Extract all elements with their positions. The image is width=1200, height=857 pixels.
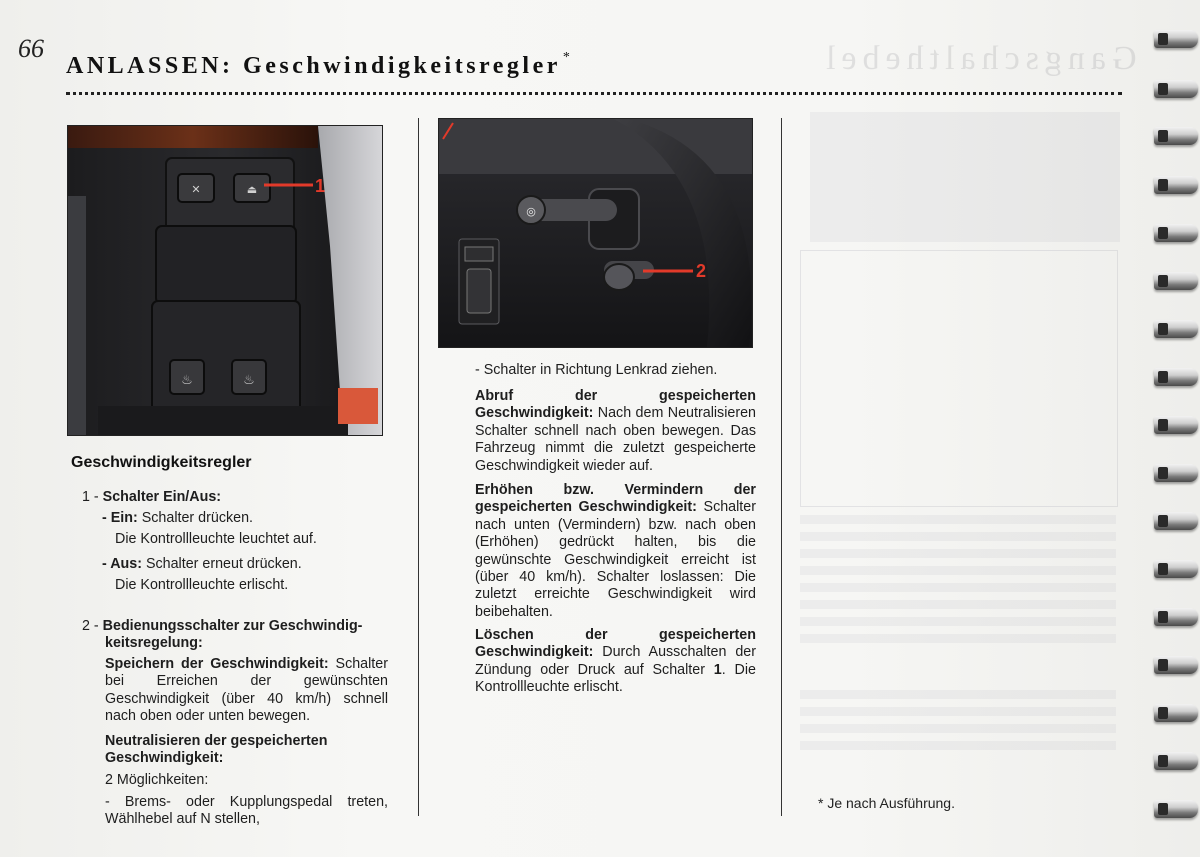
item-2-store-speed: Speichern der Geschwindigkeit: Schalter bei Erreichen der gewünschten Geschwindigkeit (über 40 km/h) schnell nach oben oder unten bewegen.: [105, 656, 388, 725]
recall-speed: Abruf der gespeicherten Geschwindigkeit: Nach dem Neutralisieren Schalter schnell nach oben bewegen. Das Fahrzeug nimmt die zuletzt gespeicherte Geschwindigkeit wieder auf.: [475, 388, 756, 474]
svg-text:⏏: ⏏: [246, 183, 258, 196]
svg-text:♨: ♨: [243, 373, 255, 388]
reverse-side-box: [810, 112, 1120, 242]
spiral-binding: [1150, 0, 1200, 857]
page-number: 66: [18, 34, 44, 63]
reverse-side-table: [800, 250, 1118, 507]
adjust-speed: Erhöhen bzw. Vermindern der gespeicherten Geschwindigkeit: Schalter nach unten (Vermindern) bzw. nach oben (Erhöhen) gedrückt halten, bis die gewünschte Geschwindigkeit erreicht ist (über 40 km/h). Schalter loslassen: Die zuletzt erreichte Geschwindigkeit wird beibehalten.: [475, 482, 756, 620]
reverse-side-text: [800, 515, 1116, 645]
svg-text:◎: ◎: [526, 205, 536, 218]
clear-speed: Löschen der gespeicherten Geschwindigkeit: Durch Ausschalten der Zündung oder Druck auf Schalter 1. Die Kontrollleuchte erlischt.: [475, 627, 756, 696]
item-1-on: - Ein: Schalter drücken.: [102, 510, 253, 526]
item-2-option-1: - Brems- oder Kupplungspedal treten, Wählhebel auf N stellen,: [105, 794, 388, 828]
item-2-title-cont: keitsregelung:: [105, 635, 203, 651]
title-divider: [66, 92, 1122, 95]
item-1-on-note: Die Kontrollleuchte leuchtet auf.: [115, 531, 317, 547]
page-title: ANLASSEN: Geschwindigkeitsregler *: [66, 50, 574, 79]
callout-1: 1: [315, 176, 326, 196]
column-divider-left: [418, 118, 419, 816]
item-2-neutralize-heading: Neutralisieren der gespeicherten Geschwindigkeit:: [105, 733, 328, 767]
item-2-title: 2 - Bedienungsschalter zur Geschwindig-: [82, 618, 363, 634]
item-1: 1 - Schalter Ein/Aus:: [82, 489, 222, 505]
svg-text:✕: ✕: [191, 183, 201, 196]
item-1-off: - Aus: Schalter erneut drücken.: [102, 556, 302, 572]
footnote: * Je nach Ausführung.: [818, 795, 955, 811]
callout-2: 2: [696, 261, 707, 281]
svg-text:♨: ♨: [181, 373, 193, 388]
option-2: - Schalter in Richtung Lenkrad ziehen.: [475, 362, 718, 378]
reverse-side-title: Gangschalthebel: [820, 40, 1137, 77]
section-heading: Geschwindigkeitsregler: [71, 454, 252, 471]
console-switches-photo: [67, 125, 383, 436]
cruise-control-stalk-photo: [438, 118, 753, 348]
item-1-off-note: Die Kontrollleuchte erlischt.: [115, 577, 289, 593]
column-divider-right: [781, 118, 782, 816]
reverse-side-text-2: [800, 690, 1116, 750]
item-2-options: 2 Möglichkeiten:: [105, 772, 209, 788]
